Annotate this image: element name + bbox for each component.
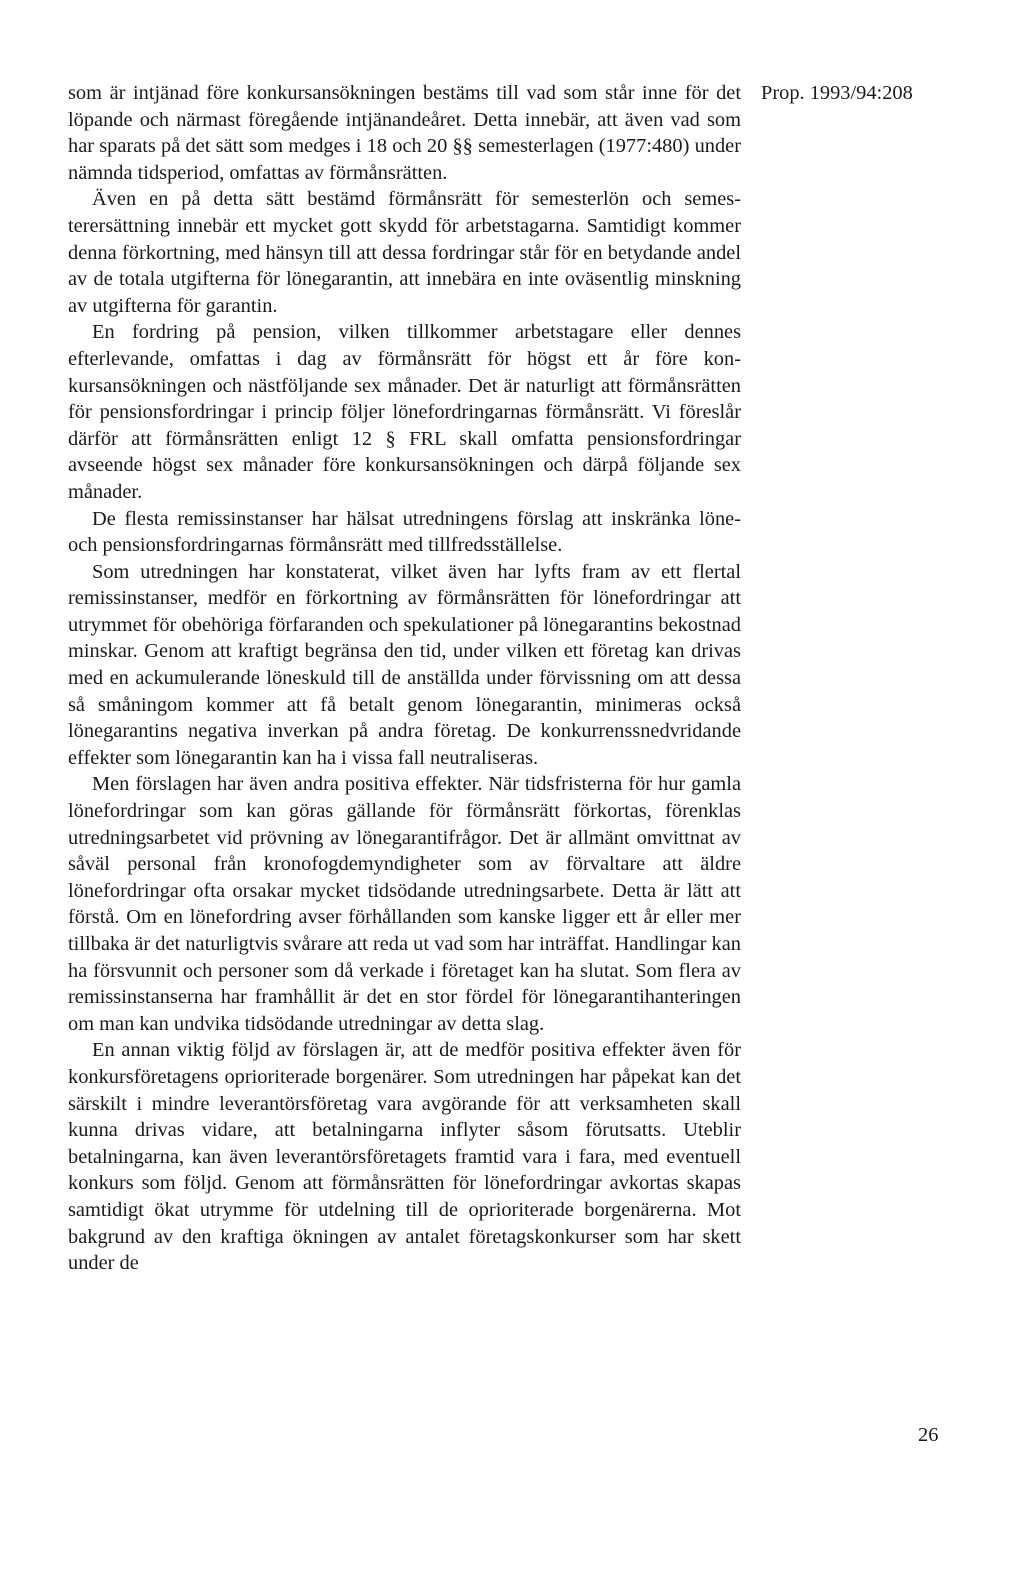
paragraph-6: Men förslagen har även andra positiva effekter. När tidsfristerna för hur gamla lönefordringar som kan göras gällande för förmånsrätt förkortas, förenklas utredningsarbetet vid prövning av lönegarantifrågor. Det är allmänt omvittnat av såväl personal från kronofogdemyndigheter som av förvaltare att äldre lönefordringar ofta orsakar mycket tidsödande utredningsarbete. Detta är lätt att förstå. Om en lönefordring avser förhållanden som kanske ligger ett år eller mer tillbaka är det naturligtvis svårare att reda ut vad som har inträffat. Handlingar kan ha försvunnit och personer som då verkade i företaget kan ha slutat. Som flera av remissinstanserna har framhållit är det en stor fördel för lönegarantihanteringen om man kan undvika tidsödande utredningar av detta slag. — [68, 773, 741, 1035]
paragraph-7: En annan viktig följd av förslagen är, att de medför positiva effekter även för konkursföretagens oprioriterade borgenärer. Som utredningen har påpekat kan det särskilt i mindre leverantörsföretag vara avgörande för att verksamheten skall kunna drivas vidare, att betalningarna inflyter såsom förutsatts. Uteblir betalningarna, kan även leverantörsföretagets framtid vara i fara, med eventuell konkurs som följd. Genom att förmånsrätten för lönefordringar avkortas skapas samtidigt ökat utrymme för utdelning till de oprioriterade borgenärerna. Mot bakgrund av den kraftiga ökningen av antalet företagskonkurser som har skett under de — [68, 1039, 741, 1275]
paragraph-1: som är intjänad före konkursansökningen bestäms till vad som står inne för det löpande och närmast föregående intjänandeåret. Detta innebär, att även vad som har sparats på det sätt som medges i 18 och 20 §§ semesterlagen (1977:480) under nämnda tidsperiod, omfattas av förmånsrätten. — [68, 82, 741, 184]
body-text — [68, 80, 741, 1277]
page-number: 26 — [918, 1424, 939, 1446]
paragraph-2: Även en på detta sätt bestämd förmånsrätt för semesterlön och semesterersättning innebär ett mycket gott skydd för arbetstagarna. Samtidigt kommer denna förkortning, med hänsyn till att dessa fordringar står för en betydande andel av de totala utgifterna för lönegarantin, att innebära en inte oväsentlig minskning av utgifterna för garantin. — [68, 188, 741, 317]
paragraph-5: Som utredningen har konstaterat, vilket även har lyfts fram av ett flertal remissinstanser, medför en förkortning av förmånsrätten för lönefordringar att utrymmet för obehöriga förfaranden och spekulationer på lönegarantins bekostnad minskar. Genom att kraftigt begränsa den tid, under vilken ett företag kan drivas med en ackumulerande löneskuld till de anställda under förvissning om att dessa så småningom kommer att få betalt genom lönegarantin, minimeras också lönegarantins negativa inverkan på andra företag. De konkurrenssnedvridande effekter som lönegarantin kan ha i vissa fall neutraliseras. — [68, 560, 741, 769]
paragraph-4: De flesta remissinstanser har hälsat utredningens förslag att inskränka löne- och pensionsfordringarnas förmånsrätt med tillfredsställelse. — [68, 507, 741, 557]
document-reference: Prop. 1993/94:208 — [761, 82, 913, 104]
paragraph-3: En fordring på pension, vilken tillkommer arbetstagare eller dennes efterlevande, omfattas i dag av förmånsrätt för högst ett år före konkursansökningen och nästföljande sex månader. Det är naturligt att förmånsrätten för pensionsfordringar i princip följer lönefordringarnas förmånsrätt. Vi föreslår därför att förmånsrätten enligt 12 § FRL skall omfatta pensionsfordringar avseende högst sex månader före konkursansökningen och därpå följande sex månader. — [68, 321, 741, 503]
